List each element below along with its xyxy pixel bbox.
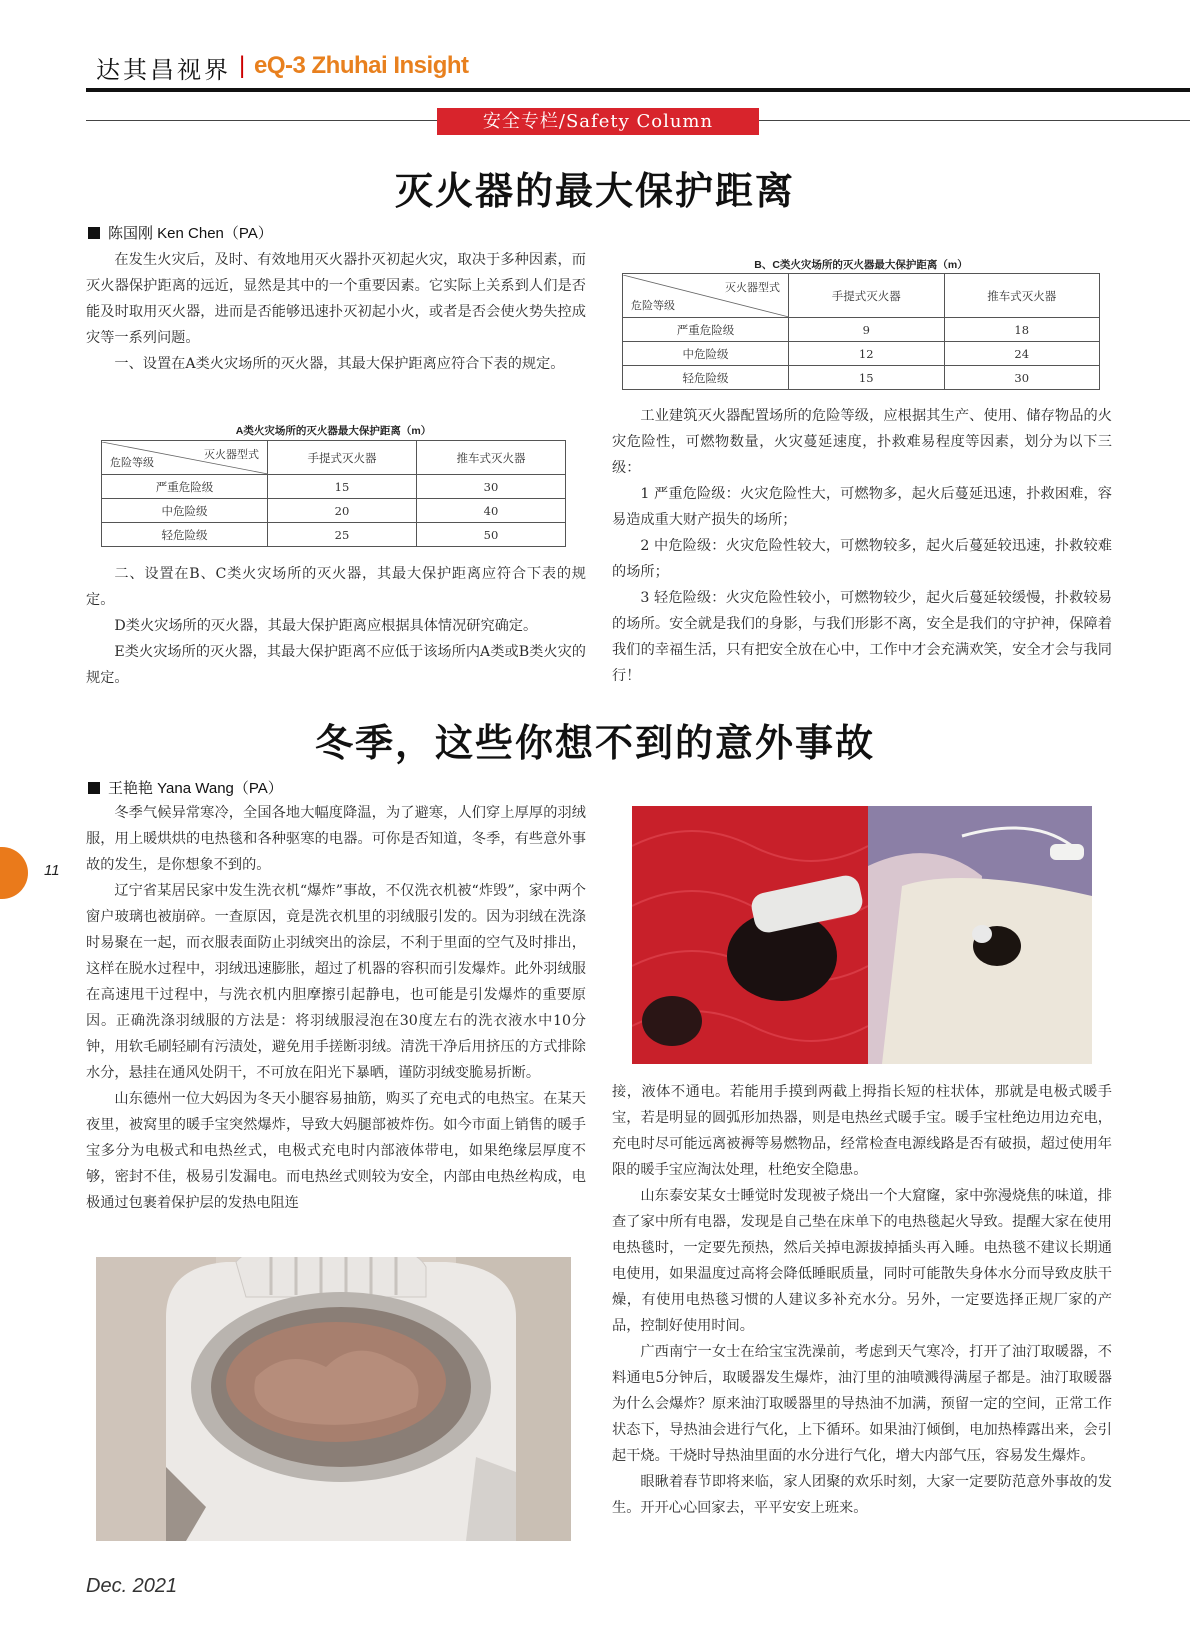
- table-a-col2: 推车式灭火器: [417, 441, 566, 475]
- table-cell: 15: [268, 475, 417, 499]
- magazine-title-en: eQ-3 Zhuhai Insight: [254, 52, 469, 79]
- paragraph: 3 轻危险级：火灾危险性较小，可燃物较少，起火后蔓延较缓慢，扑救较易的场所。安全就是我们的身影，与我们形影不离，安全是我们的守护神，保障着我们的幸福生活，只有把安全放在心中，工作中才会充满欢笑，安全才会与我同行！: [612, 590, 1112, 684]
- bullet-square-icon: [88, 227, 100, 239]
- article1-right-text: [612, 403, 1112, 689]
- article1-author: [88, 222, 273, 243]
- paragraph: D类火灾场所的灭火器，其最大保护距离应根据具体情况研究确定。: [114, 618, 538, 634]
- table-cell: 严重危险级: [623, 318, 789, 342]
- washing-machine-photo: [96, 1257, 571, 1541]
- article2-title: 冬季，这些你想不到的意外事故: [314, 720, 875, 765]
- issue-date: Dec. 2021: [86, 1575, 178, 1597]
- paragraph: 广西南宁一女士在给宝宝洗澡前，考虑到天气寒冷，打开了油汀取暖器，不料通电5分钟后，取暖器发生爆炸，油汀里的油喷溅得满屋子都是。油汀取暖器为什么会爆炸？原来油汀取暖器里的导热油不加满，预留一定的空间，正常工作状态下，导热油会进行气化，上下循环。如果油汀倾倒，电加热棒露出来，会引起干烧。干烧时导热油里面的水分进行气化，增大内部气压，容易发生爆炸。: [612, 1344, 1112, 1464]
- table-bc-col1: 手提式灭火器: [789, 274, 945, 318]
- paragraph: 冬季气候异常寒冷，全国各地大幅度降温，为了避寒，人们穿上厚厚的羽绒服，用上暖烘烘的电热毯和各种驱寒的电器。可你是否知道，冬季，有些意外事故的发生，是你想象不到的。: [86, 805, 586, 873]
- table-cell: 中危险级: [623, 342, 789, 366]
- table-a: [101, 440, 566, 547]
- washing-machine-illustration: [96, 1257, 571, 1541]
- table-cell: 中危险级: [102, 499, 268, 523]
- table-bc-corner: [623, 275, 788, 317]
- paragraph: 二、设置在B、C类火灾场所的灭火器，其最大保护距离应符合下表的规定。: [86, 566, 586, 608]
- paragraph: 一、设置在A类火灾场所的灭火器，其最大保护距离应符合下表的规定。: [114, 356, 565, 372]
- page-number: 11: [44, 862, 60, 879]
- corner-top-label: 灭火器型式: [725, 280, 780, 294]
- article2-left-text: [86, 800, 586, 1216]
- paragraph: E类火灾场所的灭火器，其最大保护距离不应低于该场所内A类或B类火灾的规定。: [86, 644, 586, 686]
- table-bc: [622, 273, 1100, 390]
- header-separator: |: [239, 52, 246, 79]
- paragraph: 在发生火灾后，及时、有效地用灭火器扑灭初起火灾，取决于多种因素，而灭火器保护距离的远近，显然是其中的一个重要因素。它实际上关系到人们是否能及时取用灭火器，进而是否能够迅速扑灭初起小火，或者是否会使火势失控成灾等一系列问题。: [86, 252, 586, 346]
- article2-author: [88, 777, 283, 798]
- table-a-caption: A类火灾场所的灭火器最大保护距离（m）: [235, 425, 432, 437]
- table-cell: 轻危险级: [623, 366, 789, 390]
- paragraph: 工业建筑灭火器配置场所的危险等级，应根据其生产、使用、储存物品的火灾危险性，可燃物数量，火灾蔓延速度，扑救难易程度等因素，划分为以下三级：: [612, 408, 1112, 476]
- article1-left-text-b: [86, 561, 586, 691]
- table-cell: 严重危险级: [102, 475, 268, 499]
- table-a-col1: 手提式灭火器: [268, 441, 417, 475]
- table-cell: 9: [789, 318, 945, 342]
- article1-title: 灭火器的最大保护距离: [394, 168, 795, 213]
- section-banner: 安全专栏/Safety Column: [437, 108, 759, 135]
- table-bc-col2: 推车式灭火器: [944, 274, 1100, 318]
- paragraph: 眼瞅着春节即将来临，家人团聚的欢乐时刻，大家一定要防范意外事故的发生。开开心心回家去，平平安安上班来。: [612, 1474, 1112, 1516]
- paragraph: 山东德州一位大妈因为冬天小腿容易抽筋，购买了充电式的电热宝。在某天夜里，被窝里的暖手宝突然爆炸，导致大妈腿部被炸伤。如今市面上销售的暖手宝多分为电极式和电热丝式，电极式充电时内部液体带电，如果绝缘层厚度不够，密封不佳，极易引发漏电。而电热丝式则较为安全，内部由电热丝构成，电极通过包裹着保护层的发热电阻连: [86, 1091, 586, 1211]
- page-tab-marker: [0, 847, 28, 899]
- article1-author-name: 陈国刚 Ken Chen（PA）: [108, 225, 273, 242]
- table-cell: 30: [417, 475, 566, 499]
- burned-blanket-photo: [632, 806, 1092, 1064]
- table-cell: 40: [417, 499, 566, 523]
- paragraph: 辽宁省某居民家中发生洗衣机“爆炸”事故，不仅洗衣机被“炸毁”，家中两个窗户玻璃也被崩碎。一查原因，竟是洗衣机里的羽绒服引发的。因为羽绒在洗涤时易聚在一起，而衣服表面防止羽绒突出的涂层，不利于里面的空气及时排出，这样在脱水过程中，羽绒迅速膨胀，超过了机器的容积而引发爆炸。此外羽绒服在高速甩干过程中，与洗衣机内胆摩擦引起静电，也可能是引发爆炸的重要原因。正确洗涤羽绒服的方法是：将羽绒服浸泡在30度左右的洗衣液水中10分钟，用软毛刷轻刷有污渍处，避免用手搓断羽绒。清洗干净后用挤压的方式排除水分，悬挂在通风处阴干，不可放在阳光下暴晒，谨防羽绒变脆易折断。: [86, 883, 586, 1081]
- table-cell: 15: [789, 366, 945, 390]
- article1-left-text-a: [86, 247, 586, 377]
- table-bc-caption: B、C类火灾场所的灭火器最大保护距离（m）: [754, 259, 968, 271]
- table-cell: 25: [268, 523, 417, 547]
- article2-right-text: [612, 1079, 1112, 1521]
- diagonal-line: [102, 442, 268, 474]
- paragraph: 山东泰安某女士睡觉时发现被子烧出一个大窟窿，家中弥漫烧焦的味道，排查了家中所有电器，发现是自己垫在床单下的电热毯起火导致。提醒大家在使用电热毯时，一定要先预热，然后关掉电源拔掉插头再入睡。电热毯不建议长期通电使用，如果温度过高将会降低睡眠质量，同时可能散失身体水分而导致皮肤干燥，有使用电热毯习惯的人建议多补充水分。另外，一定要选择正规厂家的产品，控制好使用时间。: [612, 1188, 1112, 1334]
- table-a-corner: [102, 442, 267, 474]
- magazine-title-cn: 达其昌视界: [96, 56, 231, 84]
- header-rule: [86, 88, 1190, 92]
- table-cell: 30: [944, 366, 1100, 390]
- paragraph: 2 中危险级：火灾危险性较大，可燃物较多，起火后蔓延较迅速，扑救较难的场所；: [612, 538, 1112, 580]
- corner-top-label: 灭火器型式: [204, 447, 259, 461]
- paragraph: 接，液体不通电。若能用手摸到两截上拇指长短的柱状体，那就是电极式暖手宝，若是明显的圆弧形加热器，则是电热丝式暖手宝。暖手宝杜绝边用边充电，充电时尽可能远离被褥等易燃物品，经常检查电源线路是否有破损，超过使用年限的暖手宝应淘汰处理，杜绝安全隐患。: [612, 1084, 1112, 1178]
- table-cell: 24: [944, 342, 1100, 366]
- table-cell: 20: [268, 499, 417, 523]
- article2-author-name: 王艳艳 Yana Wang（PA）: [108, 780, 283, 797]
- diagonal-line: [623, 275, 789, 317]
- table-cell: 18: [944, 318, 1100, 342]
- corner-bottom-label: 危险等级: [631, 298, 675, 312]
- table-cell: 12: [789, 342, 945, 366]
- table-cell: 轻危险级: [102, 523, 268, 547]
- burned-blanket-illustration: [632, 806, 1092, 1064]
- bullet-square-icon: [88, 782, 100, 794]
- paragraph: 1 严重危险级：火灾危险性大，可燃物多，起火后蔓延迅速，扑救困难，容易造成重大财产损失的场所；: [612, 486, 1112, 528]
- corner-bottom-label: 危险等级: [110, 455, 154, 469]
- table-cell: 50: [417, 523, 566, 547]
